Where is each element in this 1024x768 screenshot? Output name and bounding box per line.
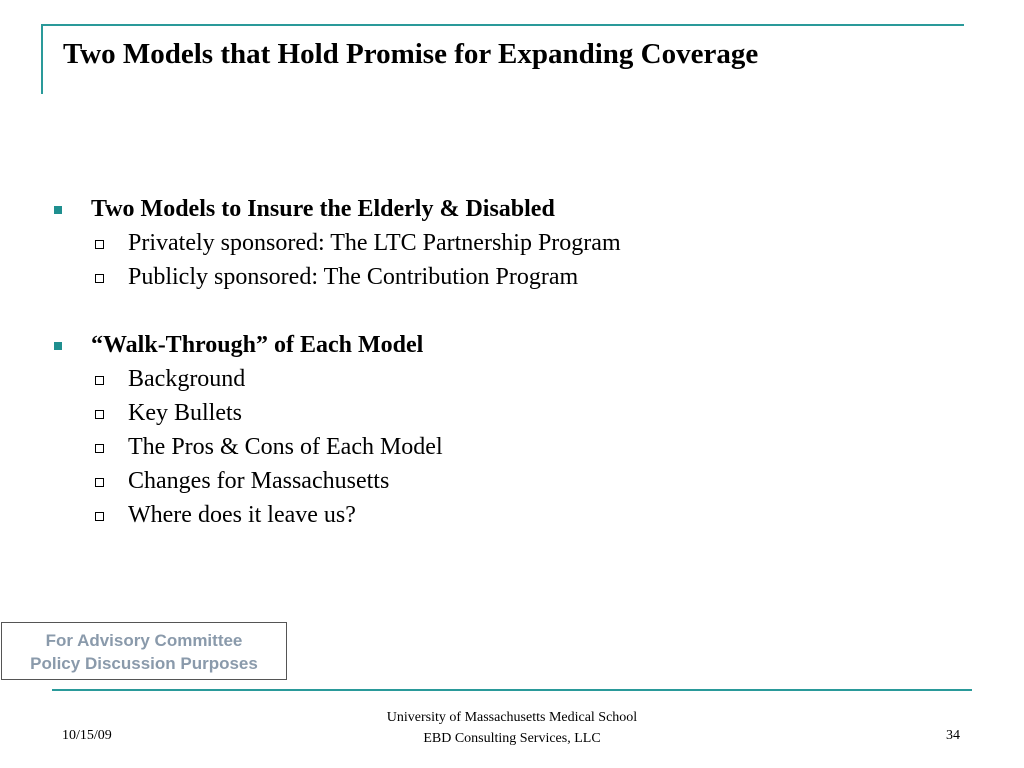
advisory-line-1: For Advisory Committee <box>45 631 243 650</box>
list-item <box>128 468 389 495</box>
list-item-text: Key Bullets <box>128 400 242 426</box>
footer-date: 10/15/09 <box>62 728 112 743</box>
advisory-line-2: Policy Discussion Purposes <box>30 654 258 673</box>
section-heading-text: “Walk-Through” of Each Model <box>91 332 424 358</box>
advisory-box <box>1 622 287 680</box>
footer-organization <box>0 707 1024 749</box>
list-item <box>128 366 245 393</box>
page-number: 34 <box>946 728 960 743</box>
checkbox-bullet-icon <box>95 410 104 419</box>
section-heading <box>91 332 423 359</box>
square-bullet-icon <box>54 206 62 214</box>
list-item <box>128 502 356 529</box>
title-frame-left-rule <box>41 24 43 94</box>
list-item <box>128 230 621 257</box>
list-item-text: Where does it leave us? <box>128 502 356 528</box>
checkbox-bullet-icon <box>95 444 104 453</box>
checkbox-bullet-icon <box>95 240 104 249</box>
checkbox-bullet-icon <box>95 478 104 487</box>
list-item-text: Publicly sponsored: The Contribution Program <box>128 264 579 290</box>
list-item <box>128 400 242 427</box>
list-item <box>128 264 578 291</box>
list-item-text: Background <box>128 366 246 392</box>
checkbox-bullet-icon <box>95 512 104 521</box>
checkbox-bullet-icon <box>95 274 104 283</box>
slide-title: Two Models that Hold Promise for Expanding Coverage <box>63 38 759 70</box>
list-item-text: The Pros & Cons of Each Model <box>128 434 443 460</box>
list-item-text: Changes for Massachusetts <box>128 468 390 494</box>
title-frame-top-rule <box>42 24 964 26</box>
checkbox-bullet-icon <box>95 376 104 385</box>
list-item <box>128 434 443 461</box>
section-heading-text: Two Models to Insure the Elderly & Disabled <box>91 196 555 222</box>
list-item-text: Privately sponsored: The LTC Partnership Program <box>128 230 621 256</box>
square-bullet-icon <box>54 342 62 350</box>
section-heading <box>91 196 555 223</box>
footer-org-line-2: EBD Consulting Services, LLC <box>423 731 601 746</box>
footer-org-line-1: University of Massachusetts Medical School <box>386 710 638 725</box>
footer-rule <box>52 689 972 691</box>
